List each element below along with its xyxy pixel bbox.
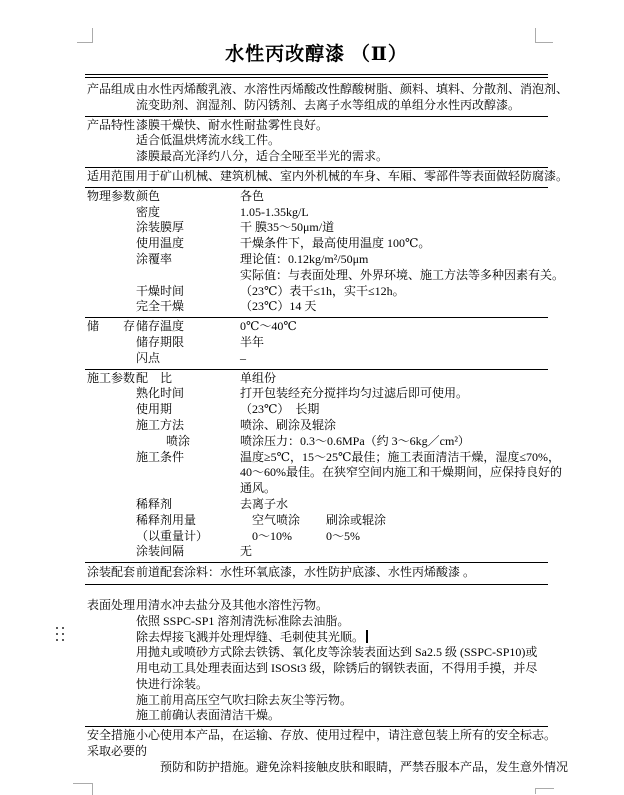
section-features xyxy=(85,116,548,167)
param-value: （23℃）14 天 xyxy=(240,299,317,314)
doc-line: 用抛丸或喷砂方式除去铁锈、氧化皮等涂装表面达到 Sa2.5 级 (SSPC-SP10)或 xyxy=(136,645,538,660)
param-name: 涂装间隔 xyxy=(136,544,185,559)
doc-line-text: 除去焊接飞溅并处理焊缝、毛刺使其光顺。 xyxy=(136,629,365,644)
param-value: 半年 xyxy=(240,334,265,349)
drag-dots-icon xyxy=(56,627,64,644)
section-label: 产品特性 xyxy=(87,117,136,132)
param-value: 干 膜35～50μm/道 xyxy=(240,220,335,235)
doc-line: 适合低温烘烤流水线工件。 xyxy=(136,133,281,148)
section-coating-system xyxy=(85,562,548,585)
doc-line: 流变助剂、润湿剂、防闪锈剂、去离子水等组成的单组分水性丙改醇漆。 xyxy=(136,97,521,112)
param-name: （以重量计） xyxy=(136,528,209,543)
section-label: 表面处理 xyxy=(87,597,136,612)
doc-line: 用电动工具处理表面达到 ISOSt3 级，除锈后的钢铁表面，不得用手摸，并尽 xyxy=(136,661,538,676)
param-name: 储存温度 xyxy=(136,319,185,334)
param-value: 40～60%最佳。在狭窄空间内施工和干燥期间，应保持良好的 xyxy=(240,465,562,480)
doc-line: 漆膜最高光泽约八分，适合全哑至半光的需求。 xyxy=(136,149,389,164)
section-surface-prep xyxy=(85,597,548,726)
param-name: 稀释剂用量 xyxy=(136,512,197,527)
document-title: 水性丙改醇漆 （Ⅱ） xyxy=(225,44,408,65)
thinner-pct-spray: 0～10% xyxy=(252,528,292,543)
param-value: 干燥条件下，最高使用温度 100℃。 xyxy=(240,236,431,251)
section-label: 涂装配套 xyxy=(87,565,136,580)
param-name xyxy=(136,268,240,284)
doc-line: 施工前用高压空气吹扫除去灰尘等污物。 xyxy=(136,692,353,707)
param-value: 打开包装经充分搅拌均匀过滤后即可使用。 xyxy=(240,386,469,401)
doc-line: 预防和防护措施。避免涂料接触皮肤和眼睛，严禁吞服本产品，发生意外情况 xyxy=(160,759,569,774)
param-name xyxy=(136,481,240,497)
section-safety xyxy=(85,726,569,777)
doc-line xyxy=(136,630,548,646)
param-name: 配 比 xyxy=(136,370,173,385)
crop-mark-bottom-left-icon xyxy=(73,783,93,795)
param-name: 密度 xyxy=(136,204,161,219)
param-value: 无 xyxy=(240,544,253,559)
param-name: 涂装膜厚 xyxy=(136,220,185,235)
section-label: 安全措施 xyxy=(87,728,136,743)
crop-mark-bottom-right-icon xyxy=(535,788,554,794)
param-value: 单组份 xyxy=(240,370,277,385)
doc-line: 小心使用本产品，在运输、存放、使用过程中，请注意包装上所有的安全标志。 xyxy=(136,728,557,743)
section-label: 施工参数 xyxy=(87,370,136,385)
blank-row xyxy=(85,585,548,597)
datasheet-table xyxy=(85,74,569,778)
doc-line: 采取必要的 xyxy=(87,744,148,759)
thinner-col-brush: 刷涂或辊涂 xyxy=(326,512,387,527)
section-label: 产品组成 xyxy=(87,82,136,96)
param-name xyxy=(136,465,240,481)
text-cursor xyxy=(366,630,368,643)
param-name: 储存期限 xyxy=(136,334,185,349)
param-value: – xyxy=(240,350,246,365)
doc-line: 漆膜干燥快、耐水性耐盐雾性良好。 xyxy=(136,117,329,132)
param-value: 通风。 xyxy=(240,481,277,496)
doc-line: 前道配套涂料：水性环氧底漆，水性防护底漆、水性丙烯酸漆 。 xyxy=(136,565,476,580)
section-label: 储 存 xyxy=(87,319,136,334)
doc-line: 依照 SSPC-SP1 溶剂清洗标准除去油脂。 xyxy=(136,613,350,628)
section-application xyxy=(85,369,562,563)
param-value: 去离子水 xyxy=(240,496,289,511)
param-value: 喷涂压力：0.3～0.6MPa（约 3～6kg／cm²） xyxy=(240,433,470,448)
param-name: 喷涂 xyxy=(166,433,191,448)
param-value: 各色 xyxy=(240,188,265,203)
thinner-pct-brush: 0～5% xyxy=(326,528,360,543)
param-name: 使用温度 xyxy=(136,236,185,251)
thinner-col-spray: 空气喷涂 xyxy=(252,512,301,527)
section-composition xyxy=(85,78,569,116)
param-value: 1.05-1.35kg/L xyxy=(240,204,309,219)
doc-line: 由水性丙烯酸乳液、水溶性丙烯酸改性醇酸树脂、颜料、填料、分散剂、消泡剂、 xyxy=(136,82,569,96)
param-value: 温度≥5℃，15～25℃最佳；施工表面清洁干燥，湿度≤70%， xyxy=(240,449,561,464)
param-value: 0℃～40℃ xyxy=(240,319,297,334)
section-physical xyxy=(85,187,565,317)
section-label: 适用范围 xyxy=(87,168,136,183)
param-name: 完全干燥 xyxy=(136,299,185,314)
param-name: 颜色 xyxy=(136,188,161,203)
doc-line: 用于矿山机械、建筑机械、室内外机械的车身、车厢、零部件等表面做轻防腐漆。 xyxy=(136,168,569,183)
param-name: 闪点 xyxy=(136,350,161,365)
param-name: 干燥时间 xyxy=(136,283,185,298)
param-value: 理论值：0.12kg/m²/50μm xyxy=(240,251,369,266)
section-storage xyxy=(85,317,548,368)
param-value: 喷涂、刷涂及辊涂 xyxy=(240,417,337,432)
doc-line: 用清水冲去盐分及其他水溶性污物。 xyxy=(136,597,329,612)
param-name: 使用期 xyxy=(136,402,173,417)
doc-line: 施工前确认表面清洁干燥。 xyxy=(136,708,281,723)
param-name: 涂覆率 xyxy=(136,251,173,266)
param-name: 稀释剂 xyxy=(136,496,173,511)
doc-line: 快进行涂装。 xyxy=(136,676,209,691)
param-name: 施工方法 xyxy=(136,417,185,432)
param-name: 熟化时间 xyxy=(136,386,185,401)
section-label: 物理参数 xyxy=(87,188,136,203)
param-value: 实际值：与表面处理、外界环境、施工方法等多种因素有关。 xyxy=(240,267,565,282)
param-name: 施工条件 xyxy=(136,449,185,464)
section-scope xyxy=(85,167,569,187)
param-value: （23℃）表干≤1h，实干≤12h。 xyxy=(240,283,405,298)
param-value: （23℃） 长期 xyxy=(240,402,320,417)
